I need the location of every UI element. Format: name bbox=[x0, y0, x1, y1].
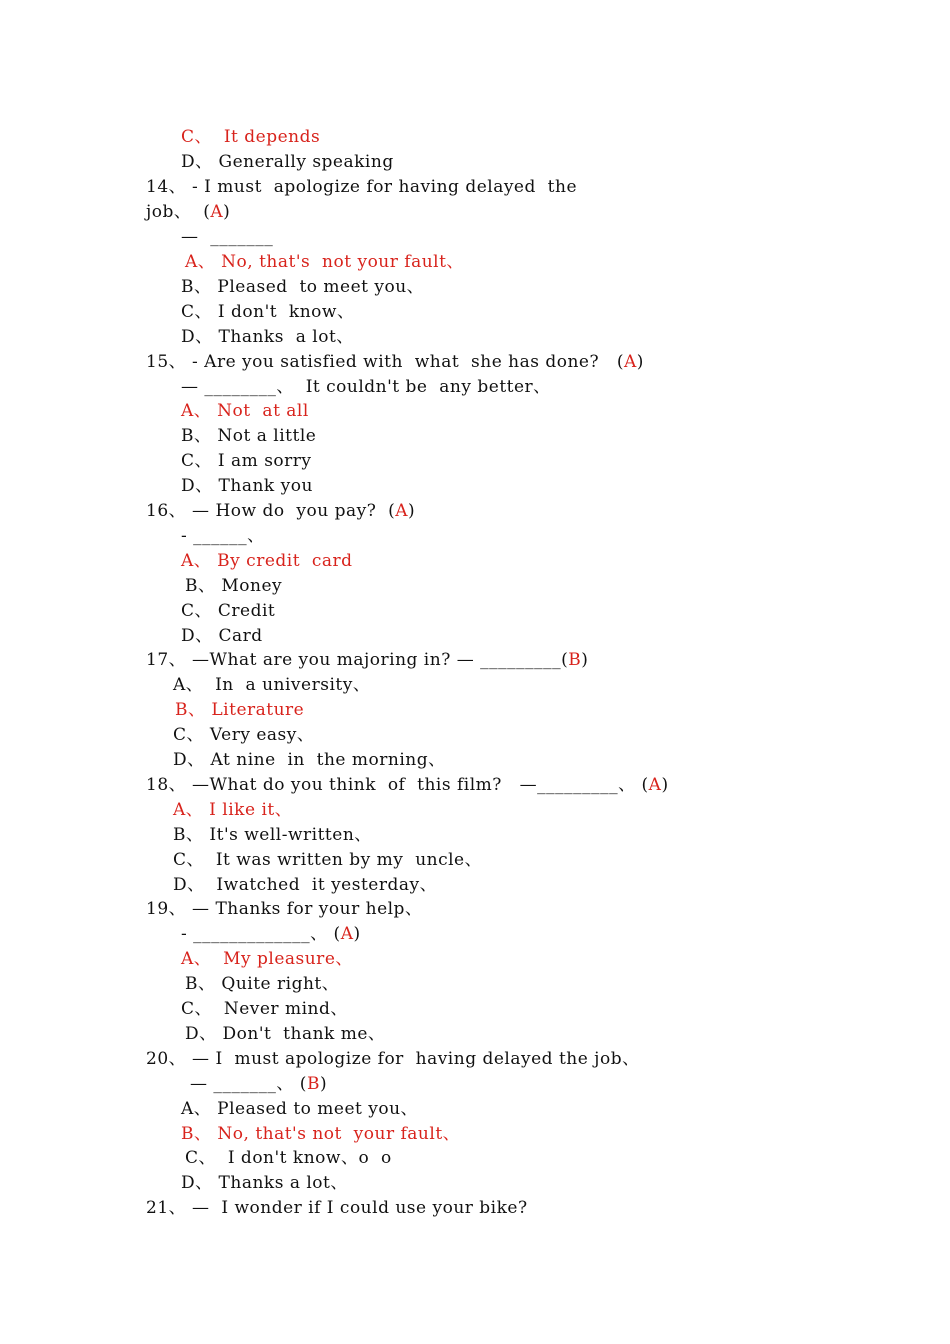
text-line bbox=[185, 1022, 385, 1046]
answer-option: A、 My pleasure、 bbox=[181, 949, 353, 969]
text-line bbox=[181, 474, 313, 498]
text-line bbox=[185, 972, 339, 996]
question-text-end: ) bbox=[223, 202, 231, 222]
line-text: C、 Never mind、 bbox=[181, 999, 348, 1019]
line-text: A、 Pleased to meet you、 bbox=[181, 1099, 419, 1119]
text-line bbox=[181, 375, 551, 399]
text-line bbox=[173, 673, 370, 697]
line-text: B、 Not a little bbox=[181, 426, 317, 446]
line-text: C、 Credit bbox=[181, 601, 276, 621]
line-text: B、 It's well-written、 bbox=[173, 825, 372, 845]
line-text: 21、 — I wonder if I could use your bike? bbox=[146, 1198, 528, 1218]
answer-key: A bbox=[210, 202, 224, 222]
text-line bbox=[146, 350, 644, 374]
line-text: D、 Iwatched it yesterday、 bbox=[173, 875, 438, 895]
answer-option: A、 By credit card bbox=[181, 551, 353, 571]
line-text: D、 Card bbox=[181, 626, 263, 646]
text-line bbox=[181, 275, 424, 299]
text-line bbox=[173, 723, 314, 747]
text-line bbox=[190, 1072, 327, 1096]
text-line bbox=[181, 922, 361, 946]
question-text: job、 ( bbox=[146, 202, 211, 222]
answer-option: C、 It depends bbox=[181, 127, 321, 147]
text-line bbox=[146, 1196, 528, 1220]
text-line bbox=[181, 624, 263, 648]
answer-option: B、 Literature bbox=[175, 700, 305, 720]
line-text: C、 Very easy、 bbox=[173, 725, 315, 745]
text-line bbox=[181, 1171, 348, 1195]
answer-key: A bbox=[648, 775, 662, 795]
line-text: - ______、 bbox=[181, 526, 265, 546]
text-line bbox=[181, 997, 348, 1021]
text-line bbox=[181, 449, 312, 473]
question-text: 14、 - I must apologize for having delayed the bbox=[146, 177, 578, 197]
text-line bbox=[185, 250, 464, 274]
question-text-end: ) bbox=[353, 924, 361, 944]
text-line bbox=[181, 1122, 460, 1146]
question-text: - _____________、 ( bbox=[181, 924, 341, 944]
line-text: D、 At nine in the morning、 bbox=[173, 750, 446, 770]
text-line bbox=[173, 798, 292, 822]
line-text: — ________、 It couldn't be any better、 bbox=[181, 377, 551, 397]
line-text: D、 Don't thank me、 bbox=[185, 1024, 386, 1044]
line-text: 19、 — Thanks for your help、 bbox=[146, 899, 423, 919]
question-text-end: ) bbox=[636, 352, 644, 372]
text-line bbox=[146, 897, 422, 921]
text-line bbox=[181, 599, 275, 623]
text-line bbox=[181, 150, 394, 174]
text-line bbox=[146, 499, 415, 523]
answer-key: A bbox=[340, 924, 354, 944]
text-line bbox=[181, 325, 354, 349]
text-line bbox=[175, 698, 304, 722]
line-text: B、 Quite right、 bbox=[185, 974, 340, 994]
line-text: — _______ bbox=[181, 227, 274, 247]
text-line bbox=[173, 848, 482, 872]
text-line bbox=[181, 1097, 418, 1121]
text-line bbox=[173, 823, 372, 847]
answer-option: A、 No, that's not your fault、 bbox=[185, 252, 464, 272]
text-line bbox=[181, 399, 309, 423]
line-text: C、 I don't know、o o bbox=[185, 1148, 392, 1168]
text-line bbox=[173, 873, 437, 897]
line-text: D、 Thanks a lot、 bbox=[181, 327, 354, 347]
question-text: 18、 —What do you think of this film? —_________、 ( bbox=[146, 775, 649, 795]
answer-option: B、 No, that's not your fault、 bbox=[181, 1124, 461, 1144]
question-text: — _______、 ( bbox=[190, 1074, 307, 1094]
line-text: 20、 — I must apologize for having delayed the job、 bbox=[146, 1049, 640, 1069]
question-text: 16、 — How do you pay? ( bbox=[146, 501, 396, 521]
question-text: 17、 —What are you majoring in? — _________( bbox=[146, 650, 569, 670]
text-line bbox=[181, 125, 320, 149]
text-line bbox=[181, 524, 265, 548]
text-line bbox=[181, 225, 273, 249]
text-line bbox=[181, 549, 353, 573]
line-text: B、 Money bbox=[185, 576, 283, 596]
answer-key: B bbox=[568, 650, 582, 670]
text-line bbox=[181, 300, 354, 324]
text-line bbox=[185, 1146, 392, 1170]
answer-option: A、 I like it、 bbox=[173, 800, 293, 820]
text-line bbox=[146, 648, 588, 672]
text-line bbox=[185, 574, 282, 598]
question-text: 15、 - Are you satisfied with what she has done? ( bbox=[146, 352, 624, 372]
line-text: D、 Thanks a lot、 bbox=[181, 1173, 348, 1193]
text-line bbox=[146, 175, 577, 199]
question-text-end: ) bbox=[408, 501, 416, 521]
line-text: D、 Generally speaking bbox=[181, 152, 394, 172]
line-text: C、 I don't know、 bbox=[181, 302, 355, 322]
line-text: A、 In a university、 bbox=[173, 675, 371, 695]
line-text: B、 Pleased to meet you、 bbox=[181, 277, 425, 297]
answer-key: B bbox=[306, 1074, 320, 1094]
text-line bbox=[181, 424, 316, 448]
text-line bbox=[146, 773, 669, 797]
text-line bbox=[146, 200, 230, 224]
question-text-end: ) bbox=[581, 650, 589, 670]
answer-key: A bbox=[623, 352, 637, 372]
text-line bbox=[146, 1047, 640, 1071]
question-text-end: ) bbox=[661, 775, 669, 795]
text-line bbox=[181, 947, 353, 971]
question-text-end: ) bbox=[319, 1074, 328, 1094]
line-text: C、 It was written by my uncle、 bbox=[173, 850, 483, 870]
text-line bbox=[173, 748, 446, 772]
answer-option: A、 Not at all bbox=[181, 401, 309, 421]
line-text: D、 Thank you bbox=[181, 476, 313, 496]
line-text: C、 I am sorry bbox=[181, 451, 312, 471]
answer-key: A bbox=[395, 501, 409, 521]
